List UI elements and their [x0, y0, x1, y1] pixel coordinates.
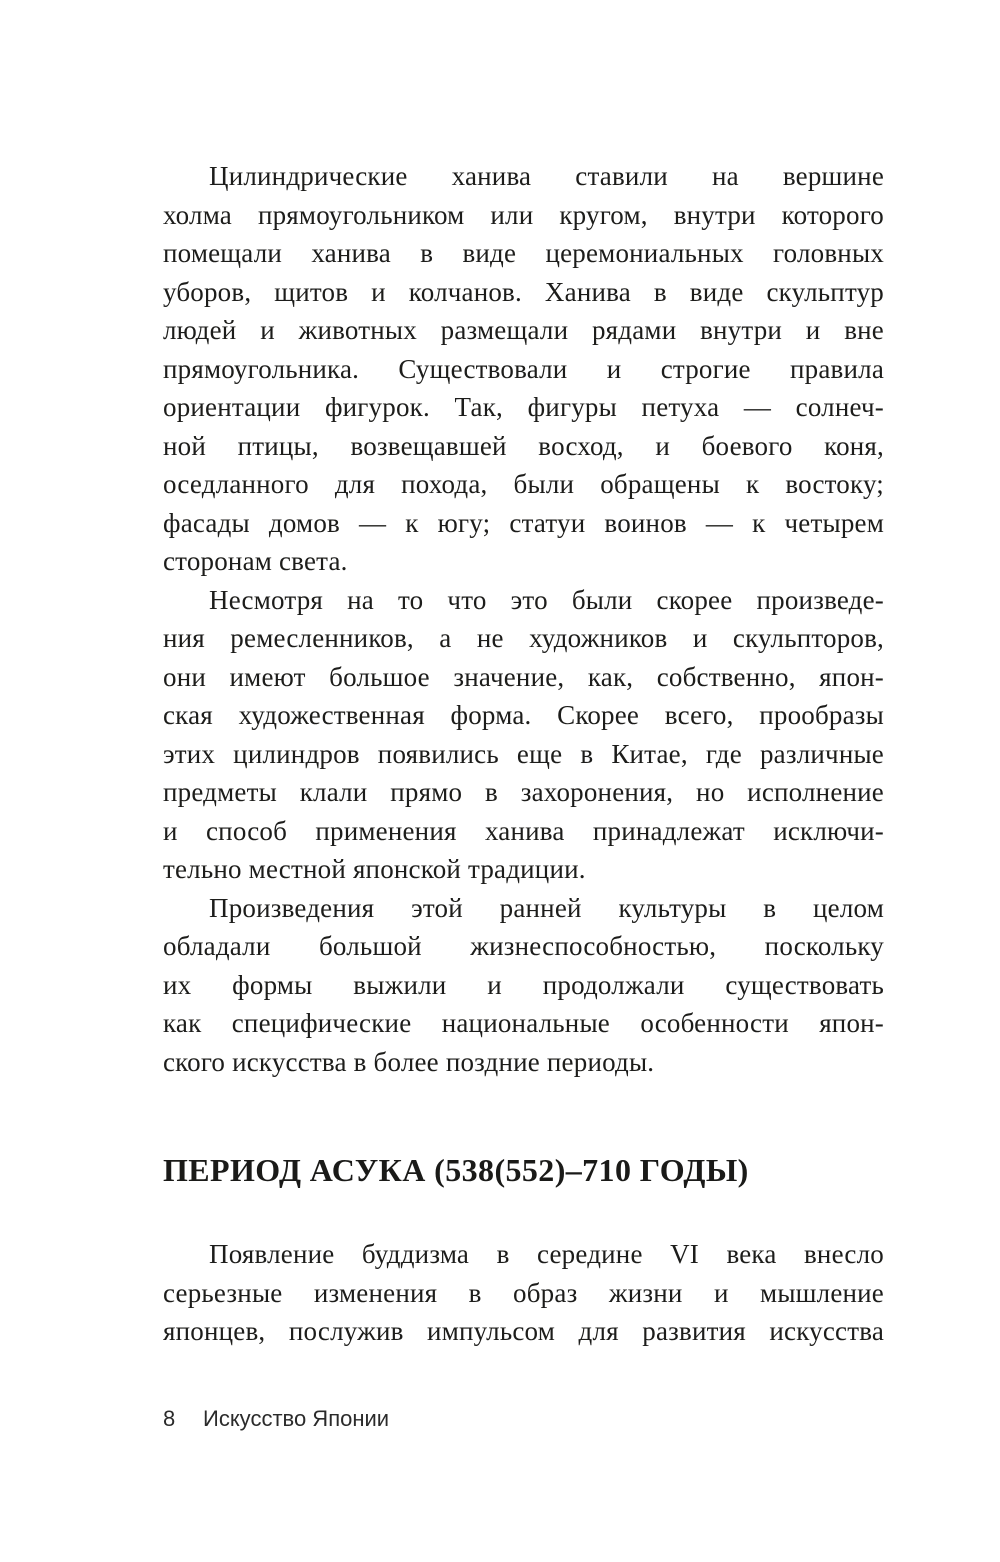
section-heading: ПЕРИОД АСУКА (538(552)–710 ГОДЫ)	[163, 1152, 749, 1188]
paragraph-line: этих цилиндров появились еще в Китае, где различные	[163, 738, 884, 769]
page-text-block	[163, 157, 884, 1351]
paragraph-line: холма прямоугольником или кругом, внутри которого	[163, 199, 884, 230]
paragraph-line: Несмотря на то что это были скорее произведе-	[209, 584, 884, 615]
paragraph-line: прямоугольника. Существовали и строгие правила	[163, 353, 884, 384]
paragraph-line: ориентации фигурок. Так, фигуры петуха — солнеч-	[163, 392, 884, 422]
paragraph-line: ния ремесленников, а не художников и скульпторов,	[163, 623, 884, 653]
body-paragraph	[163, 889, 884, 1082]
paragraph-line: фасады домов — к югу; статуи воинов — к четырем	[163, 507, 884, 538]
paragraph-line: помещали ханива в виде церемониальных головных	[163, 238, 884, 268]
paragraph-line: и способ применения ханива принадлежат исключи-	[163, 815, 884, 846]
paragraph-line: тельно местной японской традиции.	[163, 854, 586, 884]
running-title: Искусство Японии	[203, 1406, 390, 1431]
paragraph-line: людей и животных размещали рядами внутри и вне	[163, 315, 884, 345]
paragraph-line: уборов, щитов и колчанов. Ханива в виде скульптур	[163, 276, 884, 307]
paragraph-line: оседланного для похода, были обращены к востоку;	[163, 469, 884, 499]
paragraph-line: их формы выжили и продолжали существовать	[163, 969, 884, 1000]
paragraph-line: обладали большой жизнеспособностью, поскольку	[163, 931, 884, 961]
paragraph-line: Появление буддизма в середине VI века внесло	[209, 1239, 884, 1270]
paragraph-line: ская художественная форма. Скорее всего, прообразы	[163, 700, 884, 730]
page-number: 8	[163, 1406, 176, 1431]
paragraph-line: ского искусства в более поздние периоды.	[163, 1046, 655, 1077]
body-paragraph	[163, 157, 884, 581]
paragraph-line: они имеют большое значение, как, собственно, япон-	[163, 661, 884, 692]
body-paragraph	[163, 1235, 884, 1351]
paragraph-line: Произведения этой ранней культуры в целом	[209, 892, 884, 923]
paragraph-line: предметы клали прямо в захоронения, но исполнение	[163, 777, 884, 807]
paragraph-line: сторонам света.	[163, 546, 348, 576]
page-footer	[163, 1406, 389, 1432]
paragraph-line: как специфические национальные особенности япон-	[163, 1008, 884, 1038]
paragraph-line: серьезные изменения в образ жизни и мышление	[163, 1277, 884, 1308]
body-paragraph	[163, 581, 884, 889]
paragraph-line: Цилиндрические ханива ставили на вершине	[209, 161, 884, 191]
paragraph-line: ной птицы, возвещавшей восход, и боевого коня,	[163, 430, 884, 461]
paragraph-line: японцев, послужив импульсом для развития искусства	[163, 1316, 884, 1347]
